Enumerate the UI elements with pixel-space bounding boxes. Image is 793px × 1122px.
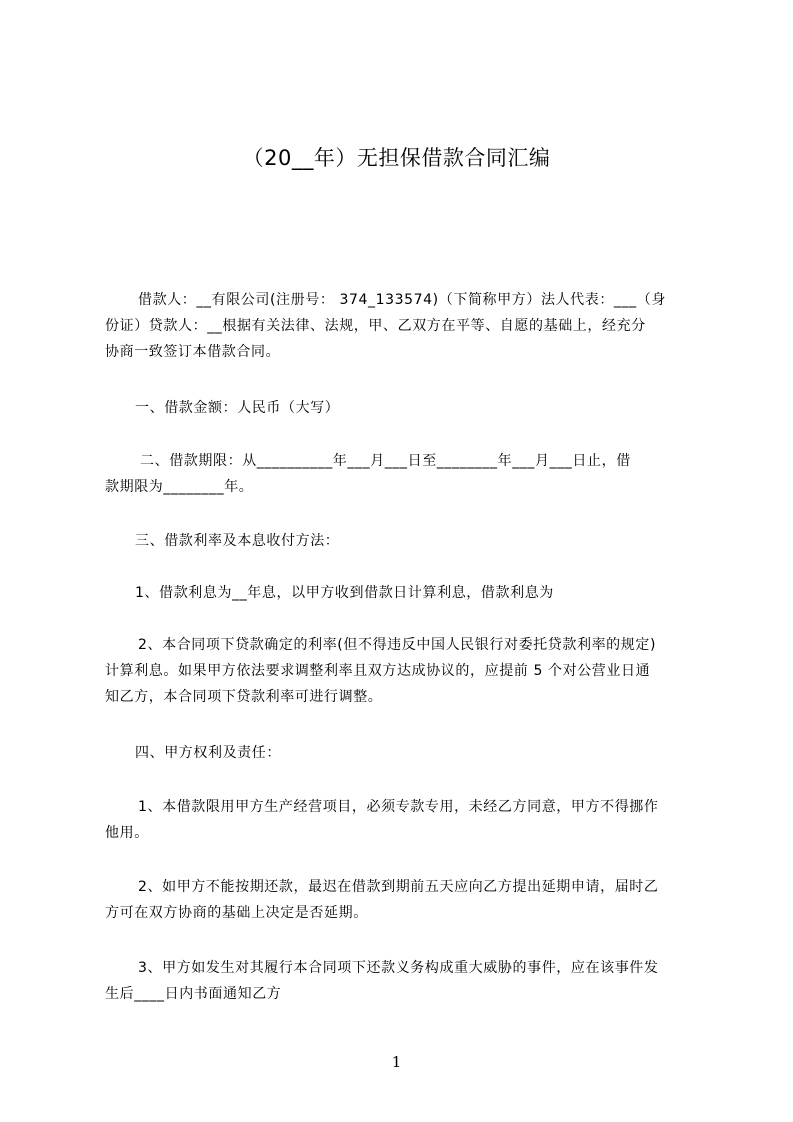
text-line: 1、借款利息为__年息，以甲方收到借款日计算利息，借款利息为 [135,585,554,601]
text-line: 协商一致签订本借款合同。 [105,344,281,360]
text-line: 款期限为________年。 [105,479,254,495]
section-heading: 一、借款金额：人民币（大写） [135,400,340,416]
text-line: 3、甲方如发生对其履行本合同项下还款义务构成重大威胁的事件，应在该事件发 [138,960,659,976]
text-line: 他用。 [105,825,149,841]
paragraph-rights-heading [105,740,705,766]
document-title: （20__年）无担保借款合同汇编 [242,146,551,170]
paragraph-term [105,448,705,500]
page-number: 1 [391,1053,402,1071]
text-line: 二、借款期限：从__________年___月___日至________年___月___日止，借 [140,453,631,469]
paragraph-rights-3 [105,955,705,1007]
text-line: 2、如甲方不能按期还款，最迟在借款到期前五天应向乙方提出延期申请，届时乙 [138,879,659,895]
text-line: 借款人：__有限公司(注册号： 374_133574)（下简称甲方）法人代表：___（身 [138,292,666,308]
paragraph-interest-2 [105,632,705,710]
text-line: 知乙方，本合同项下贷款利率可进行调整。 [105,689,383,705]
paragraph-rights-2 [105,874,705,926]
section-heading: 三、借款利率及本息收付方法： [135,533,340,549]
text-line: 2、本合同项下贷款确定的利率(但不得违反中国人民银行对委托贷款利率的规定) [138,637,657,653]
paragraph-parties [105,287,705,365]
text-line: 生后____日内书面通知乙方 [105,986,282,1002]
text-line: 方可在双方协商的基础上决定是否延期。 [105,905,368,921]
paragraph-interest-heading [105,528,705,554]
text-line: 份证）贷款人：__根据有关法律、法规，甲、乙双方在平等、自愿的基础上，经充分 [105,318,646,334]
paragraph-amount [105,395,705,421]
text-line: 计算利息。如果甲方依法要求调整利率且双方达成协议的，应提前 5 个对公营业日通 [105,663,651,679]
text-line: 1、本借款限用甲方生产经营项目，必须专款专用，未经乙方同意，甲方不得挪作 [138,799,659,815]
paragraph-rights-1 [105,794,705,846]
section-heading: 四、甲方权利及责任： [135,745,281,761]
paragraph-interest-1 [105,580,705,606]
